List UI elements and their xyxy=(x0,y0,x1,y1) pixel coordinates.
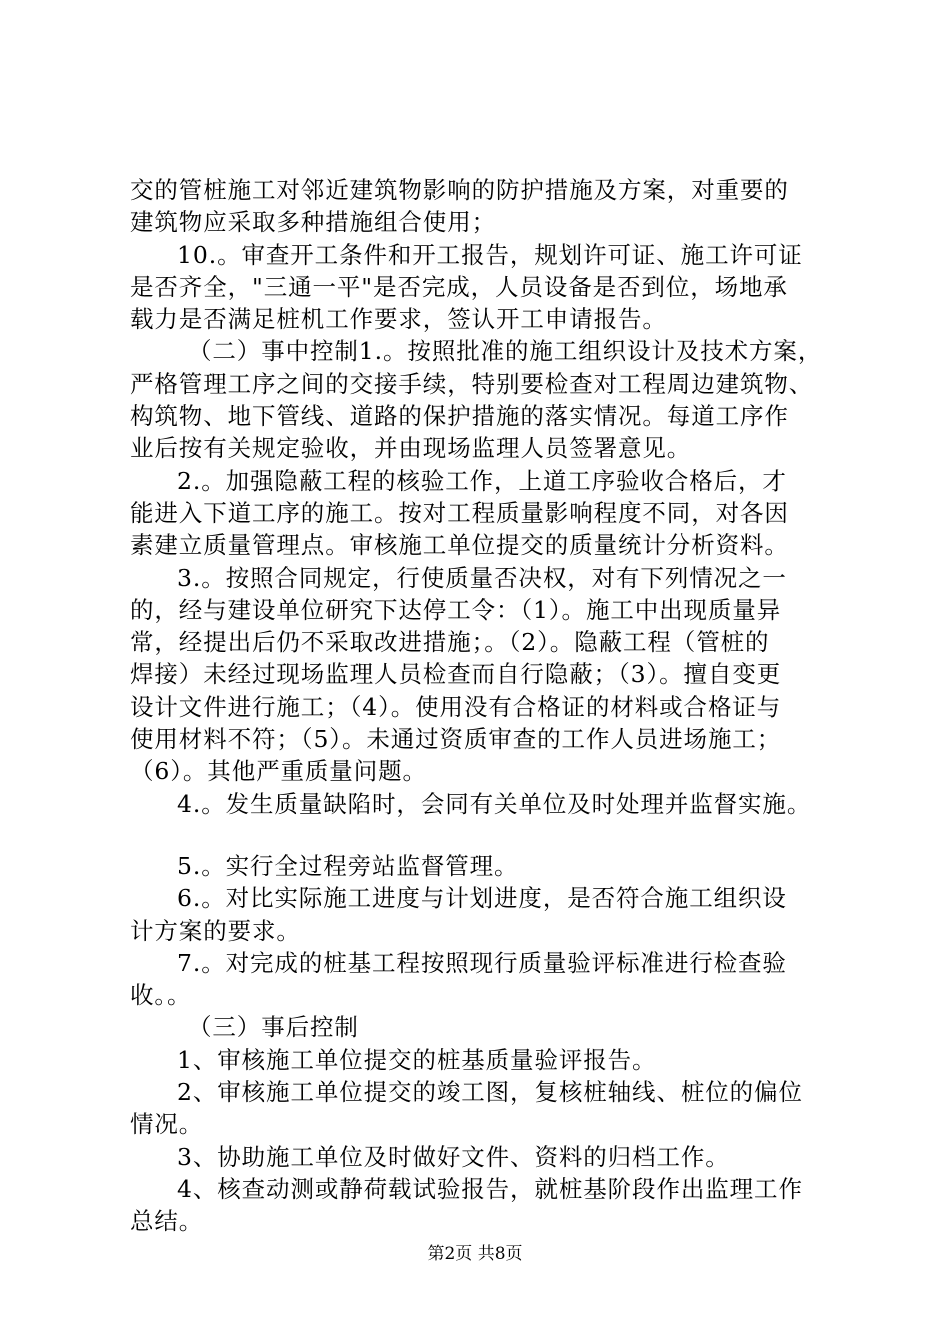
text-line: 总结。 xyxy=(130,1207,204,1236)
text-line: 6.。对比实际施工进度与计划进度，是否符合施工组织设 xyxy=(177,884,787,913)
text-line: 10.。审查开工条件和开工报告，规划许可证、施工许可证 xyxy=(177,240,803,269)
text-line: 焊接）未经过现场监理人员检查而自行隐蔽；（3）。擅自变更 xyxy=(130,660,782,689)
text-line: 3、协助施工单位及时做好文件、资料的归档工作。 xyxy=(177,1142,730,1171)
text-line: 4、核查动测或静荷载试验报告，就桩基阶段作出监理工作 xyxy=(177,1174,803,1203)
text-line: 4.。发生质量缺陷时，会同有关单位及时处理并监督实施。 xyxy=(177,789,812,818)
page-number-footer: 第2页 共8页 xyxy=(427,1244,523,1264)
text-line: 3.。按照合同规定，行使质量否决权，对有下列情况之一 xyxy=(177,563,787,592)
text-line: 业后按有关规定验收，并由现场监理人员签署意见。 xyxy=(130,434,692,463)
text-line: 载力是否满足桩机工作要求，签认开工申请报告。 xyxy=(130,305,667,334)
text-line: 交的管桩施工对邻近建筑物影响的防护措施及方案，对重要的 xyxy=(130,176,789,204)
text-line: 常，经提出后仍不采取改进措施；。（2）。隐蔽工程（管桩的 xyxy=(130,628,770,657)
text-line: 2、审核施工单位提交的竣工图，复核桩轴线、桩位的偏位 xyxy=(177,1078,803,1107)
section-heading-2: （二）事中控制1.。按照批准的施工组织设计及技术方案， xyxy=(188,337,823,366)
text-line: 收。。 xyxy=(130,981,192,1010)
text-line: 的，经与建设单位研究下达停工令：（1）。施工中出现质量异 xyxy=(130,595,782,624)
text-line: 7.。对完成的桩基工程按照现行质量验评标准进行检查验 xyxy=(177,948,787,977)
document-body xyxy=(130,174,840,1238)
text-line: 是否齐全，"三通一平"是否完成，人员设备是否到位，场地承 xyxy=(130,272,788,301)
text-line: 建筑物应采取多种措施组合使用； xyxy=(130,208,496,237)
text-line: 计方案的要求。 xyxy=(130,916,301,945)
text-line: 严格管理工序之间的交接手续，特别要检查对工程周边建筑物、 xyxy=(130,369,814,398)
text-line: 构筑物、地下管线、道路的保护措施的落实情况。每道工序作 xyxy=(130,402,789,431)
paragraph-gap xyxy=(130,820,840,850)
text-line: 情况。 xyxy=(130,1110,204,1139)
text-line: （6）。其他严重质量问题。 xyxy=(130,757,427,786)
text-line: 设计文件进行施工；（4）。使用没有合格证的材料或合格证与 xyxy=(130,692,782,721)
text-line: 素建立质量管理点。审核施工单位提交的质量统计分析资料。 xyxy=(130,531,789,560)
text-line: 使用材料不符；（5）。未通过资质审查的工作人员进场施工； xyxy=(130,725,782,754)
section-heading-3: （三）事后控制 xyxy=(188,1013,359,1042)
text-line: 1、审核施工单位提交的桩基质量验评报告。 xyxy=(177,1045,657,1074)
text-line: 能进入下道工序的施工。按对工程质量影响程度不同，对各因 xyxy=(130,498,789,527)
text-line: 2.。加强隐蔽工程的核验工作，上道工序验收合格后，才 xyxy=(177,466,787,495)
text-line: 5.。实行全过程旁站监督管理。 xyxy=(177,851,519,880)
